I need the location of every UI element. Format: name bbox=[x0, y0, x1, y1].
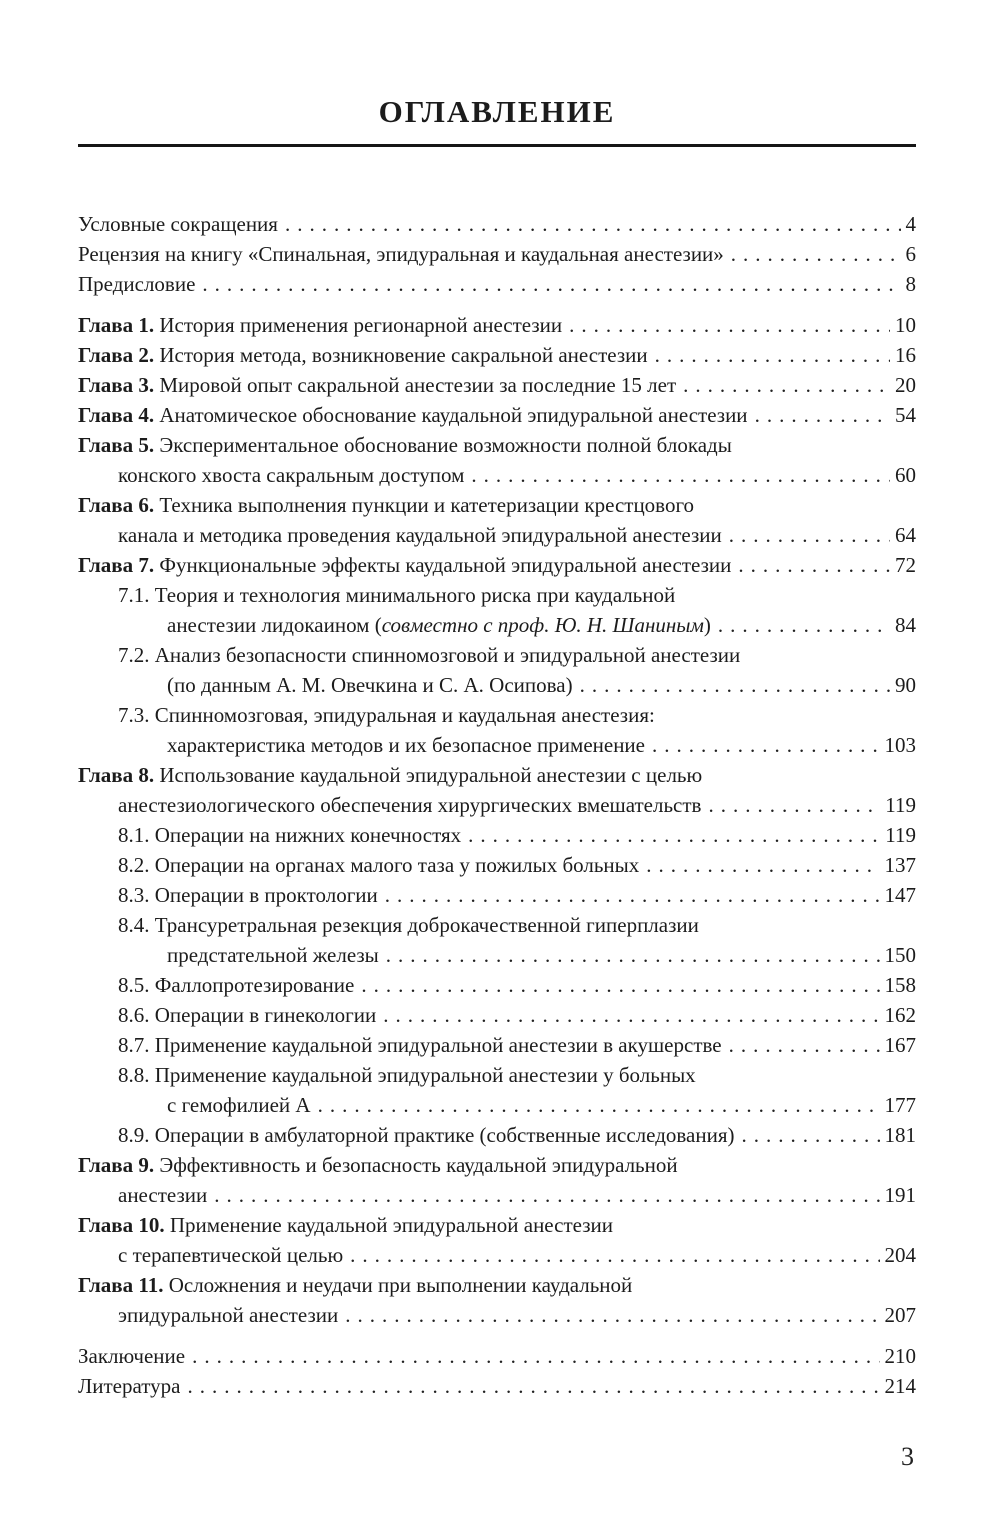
dot-leader bbox=[345, 1300, 879, 1330]
toc-entry-text: (по данным А. М. Овечкина и С. А. Осипова) bbox=[167, 673, 573, 697]
toc-line bbox=[78, 940, 916, 970]
toc-entry-text: 8.7. Применение каудальной эпидуральной анестезии в акушерстве bbox=[118, 1033, 722, 1057]
page-title: ОГЛАВЛЕНИЕ bbox=[378, 94, 616, 129]
toc-entry bbox=[78, 1371, 916, 1401]
toc-page-number: 177 bbox=[884, 1093, 916, 1117]
toc-line bbox=[78, 1341, 916, 1371]
toc-entry-text: анестезии bbox=[118, 1183, 208, 1207]
toc-page-number: 158 bbox=[884, 973, 916, 997]
dot-leader bbox=[652, 730, 880, 760]
toc-entry-text: Предисловие bbox=[78, 272, 196, 296]
toc-line bbox=[78, 209, 916, 239]
toc-entry bbox=[78, 1120, 916, 1150]
toc-page-number: 150 bbox=[884, 943, 916, 967]
toc-entry bbox=[78, 400, 916, 430]
toc-entry bbox=[78, 1060, 916, 1120]
toc-line bbox=[78, 670, 916, 700]
toc-line bbox=[78, 700, 916, 730]
toc-page-number: 84 bbox=[895, 613, 916, 637]
dot-leader bbox=[729, 520, 890, 550]
toc-line bbox=[78, 310, 916, 340]
dot-leader bbox=[731, 239, 901, 269]
toc-line bbox=[78, 340, 916, 370]
toc-line bbox=[78, 790, 916, 820]
toc-page-number: 214 bbox=[884, 1374, 916, 1398]
toc-entry-text: Глава 5. Экспериментальное обоснование возможности полной блокады bbox=[78, 433, 732, 457]
dot-leader bbox=[738, 550, 890, 580]
toc-line bbox=[78, 850, 916, 880]
toc-entry bbox=[78, 880, 916, 910]
toc-page-number: 64 bbox=[895, 523, 916, 547]
toc-page-number: 90 bbox=[895, 673, 916, 697]
dot-leader bbox=[187, 1371, 879, 1401]
toc-page-number: 119 bbox=[885, 793, 916, 817]
toc-entry-text: характеристика методов и их безопасное применение bbox=[167, 733, 645, 757]
toc-line bbox=[78, 1090, 916, 1120]
toc-entry bbox=[78, 820, 916, 850]
toc-entry-text: канала и методика проведения каудальной эпидуральной анестезии bbox=[118, 523, 722, 547]
toc-page-number: 204 bbox=[884, 1243, 916, 1267]
toc-entry bbox=[78, 970, 916, 1000]
toc-page-number: 16 bbox=[895, 343, 916, 367]
toc-page-number: 207 bbox=[884, 1303, 916, 1327]
toc-entry-text: Глава 10. Применение каудальной эпидуральной анестезии bbox=[78, 1213, 613, 1237]
toc-entry-text: 7.3. Спинномозговая, эпидуральная и каудальная анестезия: bbox=[118, 703, 655, 727]
toc-line bbox=[78, 1270, 916, 1300]
toc-page-number: 6 bbox=[905, 242, 916, 266]
toc-entry-text: Условные сокращения bbox=[78, 212, 278, 236]
toc-page-number: 147 bbox=[884, 883, 916, 907]
toc-line bbox=[78, 580, 916, 610]
toc-line bbox=[78, 970, 916, 1000]
toc-entry bbox=[78, 239, 916, 269]
toc-line bbox=[78, 520, 916, 550]
toc-line bbox=[78, 1060, 916, 1090]
toc-entry bbox=[78, 1030, 916, 1060]
toc-page-number: 8 bbox=[905, 272, 916, 296]
toc-line bbox=[78, 1371, 916, 1401]
toc-line bbox=[78, 760, 916, 790]
toc-entry bbox=[78, 1000, 916, 1030]
toc-line bbox=[78, 550, 916, 580]
dot-leader bbox=[214, 1180, 879, 1210]
toc-entry-text: с гемофилией А bbox=[167, 1093, 311, 1117]
toc-entry bbox=[78, 850, 916, 880]
toc-entry bbox=[78, 640, 916, 700]
toc-entry-text: 8.2. Операции на органах малого таза у пожилых больных bbox=[118, 853, 640, 877]
toc-entry-text: Глава 9. Эффективность и безопасность каудальной эпидуральной bbox=[78, 1153, 678, 1177]
toc-page-number: 103 bbox=[884, 733, 916, 757]
toc-page-number: 72 bbox=[895, 553, 916, 577]
toc-entry bbox=[78, 1150, 916, 1210]
dot-leader bbox=[468, 820, 880, 850]
dot-leader bbox=[471, 460, 890, 490]
toc-entry-text: Литература bbox=[78, 1374, 181, 1398]
toc-entry-text: Рецензия на книгу «Спинальная, эпидуральная и каудальная анестезии» bbox=[78, 242, 724, 266]
toc-line bbox=[78, 910, 916, 940]
toc-line bbox=[78, 400, 916, 430]
dot-leader bbox=[350, 1240, 879, 1270]
toc-entry bbox=[78, 1341, 916, 1371]
toc-line bbox=[78, 370, 916, 400]
toc-page-number: 137 bbox=[884, 853, 916, 877]
toc-page-number: 167 bbox=[884, 1033, 916, 1057]
toc-line bbox=[78, 430, 916, 460]
toc-entry-text: 8.6. Операции в гинекологии bbox=[118, 1003, 377, 1027]
toc-entry bbox=[78, 580, 916, 640]
toc-entry bbox=[78, 1270, 916, 1330]
toc-line bbox=[78, 730, 916, 760]
toc-entry bbox=[78, 310, 916, 340]
toc-page-number: 181 bbox=[884, 1123, 916, 1147]
toc-page-number: 162 bbox=[884, 1003, 916, 1027]
toc-page-number: 119 bbox=[885, 823, 916, 847]
dot-leader bbox=[318, 1090, 880, 1120]
toc-line bbox=[78, 460, 916, 490]
toc-entry-text: Глава 1. История применения регионарной анестезии bbox=[78, 313, 563, 337]
toc-entry bbox=[78, 760, 916, 820]
toc-line bbox=[78, 1000, 916, 1030]
toc-page-number: 4 bbox=[905, 212, 916, 236]
toc-entry-text: Глава 3. Мировой опыт сакральной анестезии за последние 15 лет bbox=[78, 373, 677, 397]
dot-leader bbox=[386, 940, 880, 970]
toc-entry-text: 7.1. Теория и технология минимального риска при каудальной bbox=[118, 583, 676, 607]
toc-page-number: 210 bbox=[884, 1344, 916, 1368]
toc-entry-text: 8.4. Трансуретральная резекция доброкачественной гиперплазии bbox=[118, 913, 699, 937]
toc-entry-text: анестезии лидокаином (совместно с проф. Ю. Н. Шаниным) bbox=[167, 613, 711, 637]
toc-line bbox=[78, 820, 916, 850]
toc-page-number: 60 bbox=[895, 463, 916, 487]
toc-entry bbox=[78, 1210, 916, 1270]
folio-page-number: 3 bbox=[901, 1442, 914, 1471]
toc-line bbox=[78, 490, 916, 520]
toc-line bbox=[78, 880, 916, 910]
dot-leader bbox=[718, 610, 890, 640]
dot-leader bbox=[285, 209, 901, 239]
toc-line bbox=[78, 1210, 916, 1240]
toc-entry bbox=[78, 550, 916, 580]
dot-leader bbox=[580, 670, 890, 700]
toc-entry-text: с терапевтической целью bbox=[118, 1243, 344, 1267]
toc-entry bbox=[78, 340, 916, 370]
toc-line bbox=[78, 1240, 916, 1270]
toc-entry bbox=[78, 370, 916, 400]
toc-line bbox=[78, 1300, 916, 1330]
toc-line bbox=[78, 1150, 916, 1180]
toc-entry-text: Глава 8. Использование каудальной эпидуральной анестезии с целью bbox=[78, 763, 703, 787]
toc-line bbox=[78, 269, 916, 299]
toc-entry-text: 8.9. Операции в амбулаторной практике (собственные исследования) bbox=[118, 1123, 735, 1147]
toc-entry-text: Глава 4. Анатомическое обоснование каудальной эпидуральной анестезии bbox=[78, 403, 748, 427]
toc-entry bbox=[78, 209, 916, 239]
dot-leader bbox=[646, 850, 879, 880]
toc-line bbox=[78, 1030, 916, 1060]
toc-line bbox=[78, 640, 916, 670]
dot-leader bbox=[361, 970, 879, 1000]
toc-entry-text: анестезиологического обеспечения хирургических вмешательств bbox=[118, 793, 702, 817]
toc-line bbox=[78, 610, 916, 640]
toc-entry bbox=[78, 490, 916, 550]
toc-entry-text: Заключение bbox=[78, 1344, 186, 1368]
title-divider bbox=[78, 144, 916, 147]
toc-page-number: 20 bbox=[895, 373, 916, 397]
toc-page-number: 191 bbox=[884, 1183, 916, 1207]
toc-entry bbox=[78, 700, 916, 760]
toc-line bbox=[78, 1120, 916, 1150]
dot-leader bbox=[708, 790, 880, 820]
dot-leader bbox=[202, 269, 900, 299]
dot-leader bbox=[683, 370, 890, 400]
toc-entry-text: 8.8. Применение каудальной эпидуральной анестезии у больных bbox=[118, 1063, 696, 1087]
toc-entry-text: Глава 6. Техника выполнения пункции и катетеризации крестцового bbox=[78, 493, 695, 517]
toc-entry-text: 8.5. Фаллопротезирование bbox=[118, 973, 355, 997]
toc-line bbox=[78, 1180, 916, 1210]
dot-leader bbox=[755, 400, 890, 430]
toc-entry-text: Глава 7. Функциональные эффекты каудальной эпидуральной анестезии bbox=[78, 553, 732, 577]
toc-entry-text: Глава 2. История метода, возникновение сакральной анестезии bbox=[78, 343, 648, 367]
dot-leader bbox=[729, 1030, 880, 1060]
toc-entry-text: 8.3. Операции в проктологии bbox=[118, 883, 378, 907]
table-of-contents bbox=[78, 209, 916, 1401]
toc-entry-text: конского хвоста сакральным доступом bbox=[118, 463, 465, 487]
toc-line bbox=[78, 239, 916, 269]
toc-page-number: 10 bbox=[895, 313, 916, 337]
toc-entry-text: предстательной железы bbox=[167, 943, 379, 967]
toc-entry-text: 7.2. Анализ безопасности спинномозговой и эпидуральной анестезии bbox=[118, 643, 741, 667]
toc-entry-text: Глава 11. Осложнения и неудачи при выполнении каудальной bbox=[78, 1273, 633, 1297]
dot-leader bbox=[569, 310, 890, 340]
toc-page-number: 54 bbox=[895, 403, 916, 427]
toc-entry-text: 8.1. Операции на нижних конечностях bbox=[118, 823, 462, 847]
toc-entry-text: эпидуральной анестезии bbox=[118, 1303, 339, 1327]
dot-leader bbox=[741, 1120, 879, 1150]
dot-leader bbox=[192, 1341, 879, 1371]
toc-entry bbox=[78, 910, 916, 970]
dot-leader bbox=[655, 340, 890, 370]
toc-entry bbox=[78, 269, 916, 299]
toc-entry bbox=[78, 430, 916, 490]
dot-leader bbox=[383, 1000, 879, 1030]
dot-leader bbox=[385, 880, 880, 910]
